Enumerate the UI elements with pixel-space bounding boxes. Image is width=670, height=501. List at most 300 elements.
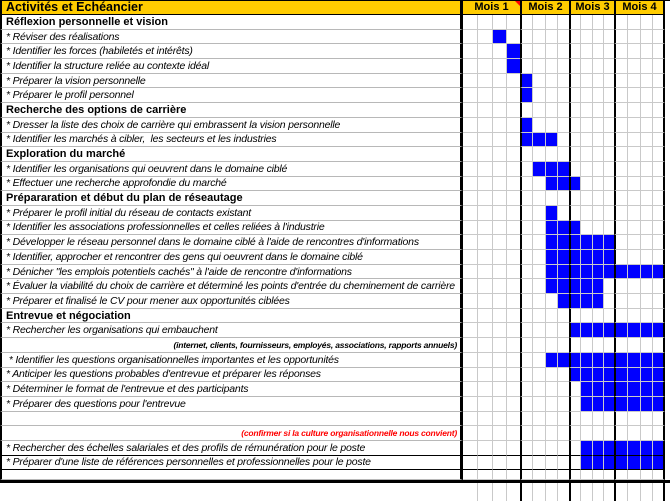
week-cell[interactable] xyxy=(532,147,544,162)
week-cell[interactable] xyxy=(492,382,506,397)
week-cell[interactable] xyxy=(506,426,520,441)
gantt-bar-cell[interactable] xyxy=(652,456,665,471)
week-cell[interactable] xyxy=(614,133,627,148)
week-cell[interactable] xyxy=(532,456,544,471)
week-cell[interactable] xyxy=(532,353,544,368)
gantt-bar-cell[interactable] xyxy=(603,323,614,338)
week-cell[interactable] xyxy=(520,191,532,206)
week-cell[interactable] xyxy=(592,412,603,427)
week-cell[interactable] xyxy=(652,191,665,206)
week-cell[interactable] xyxy=(463,133,477,148)
week-cell[interactable] xyxy=(477,118,491,133)
week-cell[interactable] xyxy=(477,279,491,294)
week-cell[interactable] xyxy=(580,221,591,236)
week-cell[interactable] xyxy=(614,59,627,74)
week-cell[interactable] xyxy=(532,235,544,250)
month-header-3[interactable] xyxy=(569,1,614,15)
week-cell[interactable] xyxy=(492,456,506,471)
week-cell[interactable] xyxy=(545,15,557,30)
week-cell[interactable] xyxy=(477,221,491,236)
week-cell[interactable] xyxy=(506,279,520,294)
row-label[interactable]: * Développer le réseau personnel dans le domaine ciblé à l'aide de rencontres d'informations xyxy=(0,235,463,250)
week-cell[interactable] xyxy=(614,88,627,103)
week-cell[interactable] xyxy=(492,44,506,59)
week-cell[interactable] xyxy=(603,88,614,103)
week-cell[interactable] xyxy=(463,483,477,501)
row-label[interactable]: Entrevue et négociation xyxy=(0,309,463,324)
week-cell[interactable] xyxy=(614,338,627,353)
gantt-bar-cell[interactable] xyxy=(614,441,627,456)
week-cell[interactable] xyxy=(532,412,544,427)
week-cell[interactable] xyxy=(580,74,591,89)
week-cell[interactable] xyxy=(652,338,665,353)
week-cell[interactable] xyxy=(492,221,506,236)
week-cell[interactable] xyxy=(569,456,580,471)
week-cell[interactable] xyxy=(545,44,557,59)
week-cell[interactable] xyxy=(627,44,640,59)
week-cell[interactable] xyxy=(532,294,544,309)
week-cell[interactable] xyxy=(520,147,532,162)
row-label[interactable]: * Réviser des réalisations xyxy=(0,30,463,45)
week-cell[interactable] xyxy=(652,309,665,324)
week-cell[interactable] xyxy=(532,44,544,59)
week-cell[interactable] xyxy=(463,309,477,324)
week-cell[interactable] xyxy=(545,412,557,427)
gantt-bar-cell[interactable] xyxy=(652,397,665,412)
week-cell[interactable] xyxy=(603,221,614,236)
week-cell[interactable] xyxy=(603,15,614,30)
week-cell[interactable] xyxy=(492,279,506,294)
week-cell[interactable] xyxy=(477,338,491,353)
week-cell[interactable] xyxy=(627,103,640,118)
gantt-bar-cell[interactable] xyxy=(580,279,591,294)
gantt-bar-cell[interactable] xyxy=(592,265,603,280)
week-cell[interactable] xyxy=(532,323,544,338)
week-cell[interactable] xyxy=(463,118,477,133)
row-label[interactable]: * Identifier la structure reliée au contexte idéal xyxy=(0,59,463,74)
row-label[interactable]: * Identifier, approcher et rencontrer des gens qui oeuvrent dans le domaine ciblé xyxy=(0,250,463,265)
gantt-bar-cell[interactable] xyxy=(640,353,653,368)
week-cell[interactable] xyxy=(569,309,580,324)
gantt-bar-cell[interactable] xyxy=(603,441,614,456)
week-cell[interactable] xyxy=(580,426,591,441)
week-cell[interactable] xyxy=(532,30,544,45)
week-cell[interactable] xyxy=(580,309,591,324)
week-cell[interactable] xyxy=(640,103,653,118)
week-cell[interactable] xyxy=(520,59,532,74)
week-cell[interactable] xyxy=(463,15,477,30)
week-cell[interactable] xyxy=(557,323,569,338)
week-cell[interactable] xyxy=(532,221,544,236)
week-cell[interactable] xyxy=(603,103,614,118)
week-cell[interactable] xyxy=(532,15,544,30)
gantt-bar-cell[interactable] xyxy=(569,177,580,192)
week-cell[interactable] xyxy=(627,206,640,221)
week-cell[interactable] xyxy=(477,235,491,250)
gantt-bar-cell[interactable] xyxy=(614,265,627,280)
week-cell[interactable] xyxy=(614,279,627,294)
week-cell[interactable] xyxy=(520,338,532,353)
week-cell[interactable] xyxy=(463,221,477,236)
gantt-bar-cell[interactable] xyxy=(627,382,640,397)
week-cell[interactable] xyxy=(640,470,653,479)
week-cell[interactable] xyxy=(640,191,653,206)
week-cell[interactable] xyxy=(545,368,557,383)
week-cell[interactable] xyxy=(640,412,653,427)
gantt-bar-cell[interactable] xyxy=(545,177,557,192)
week-cell[interactable] xyxy=(580,30,591,45)
week-cell[interactable] xyxy=(545,338,557,353)
week-cell[interactable] xyxy=(627,412,640,427)
week-cell[interactable] xyxy=(603,74,614,89)
week-cell[interactable] xyxy=(532,309,544,324)
gantt-bar-cell[interactable] xyxy=(614,323,627,338)
gantt-bar-cell[interactable] xyxy=(603,265,614,280)
week-cell[interactable] xyxy=(463,426,477,441)
week-cell[interactable] xyxy=(545,470,557,479)
week-cell[interactable] xyxy=(545,323,557,338)
week-cell[interactable] xyxy=(532,470,544,479)
week-cell[interactable] xyxy=(580,470,591,479)
week-cell[interactable] xyxy=(545,147,557,162)
week-cell[interactable] xyxy=(603,412,614,427)
gantt-bar-cell[interactable] xyxy=(580,323,591,338)
gantt-bar-cell[interactable] xyxy=(545,279,557,294)
week-cell[interactable] xyxy=(506,323,520,338)
week-cell[interactable] xyxy=(557,74,569,89)
week-cell[interactable] xyxy=(592,470,603,479)
week-cell[interactable] xyxy=(463,88,477,103)
week-cell[interactable] xyxy=(592,177,603,192)
week-cell[interactable] xyxy=(592,191,603,206)
week-cell[interactable] xyxy=(477,59,491,74)
week-cell[interactable] xyxy=(520,397,532,412)
row-label[interactable]: * Préparer le profil initial du réseau de contacts existant xyxy=(0,206,463,221)
week-cell[interactable] xyxy=(520,470,532,479)
week-cell[interactable] xyxy=(557,338,569,353)
gantt-bar-cell[interactable] xyxy=(592,382,603,397)
week-cell[interactable] xyxy=(532,382,544,397)
row-label[interactable]: * Identifier les questions organisationnelles importantes et les opportunités xyxy=(0,353,463,368)
week-cell[interactable] xyxy=(557,456,569,471)
week-cell[interactable] xyxy=(614,44,627,59)
gantt-bar-cell[interactable] xyxy=(627,397,640,412)
gantt-bar-cell[interactable] xyxy=(532,162,544,177)
week-cell[interactable] xyxy=(463,147,477,162)
row-label[interactable]: * Identifier les organisations qui oeuvrent dans le domaine ciblé xyxy=(0,162,463,177)
week-cell[interactable] xyxy=(520,103,532,118)
week-cell[interactable] xyxy=(569,382,580,397)
gantt-bar-cell[interactable] xyxy=(545,133,557,148)
week-cell[interactable] xyxy=(652,250,665,265)
week-cell[interactable] xyxy=(557,483,569,501)
gantt-bar-cell[interactable] xyxy=(506,44,520,59)
week-cell[interactable] xyxy=(545,456,557,471)
week-cell[interactable] xyxy=(569,147,580,162)
gantt-bar-cell[interactable] xyxy=(627,265,640,280)
week-cell[interactable] xyxy=(603,294,614,309)
gantt-bar-cell[interactable] xyxy=(627,441,640,456)
week-cell[interactable] xyxy=(614,74,627,89)
week-cell[interactable] xyxy=(532,338,544,353)
week-cell[interactable] xyxy=(463,162,477,177)
week-cell[interactable] xyxy=(492,103,506,118)
week-cell[interactable] xyxy=(477,397,491,412)
week-cell[interactable] xyxy=(520,30,532,45)
week-cell[interactable] xyxy=(557,309,569,324)
week-cell[interactable] xyxy=(627,470,640,479)
gantt-bar-cell[interactable] xyxy=(532,133,544,148)
week-cell[interactable] xyxy=(492,74,506,89)
week-cell[interactable] xyxy=(506,294,520,309)
week-cell[interactable] xyxy=(532,279,544,294)
week-cell[interactable] xyxy=(640,338,653,353)
week-cell[interactable] xyxy=(580,177,591,192)
week-cell[interactable] xyxy=(463,382,477,397)
week-cell[interactable] xyxy=(492,309,506,324)
gantt-bar-cell[interactable] xyxy=(569,221,580,236)
week-cell[interactable] xyxy=(557,441,569,456)
gantt-bar-cell[interactable] xyxy=(640,397,653,412)
week-cell[interactable] xyxy=(506,206,520,221)
week-cell[interactable] xyxy=(492,441,506,456)
week-cell[interactable] xyxy=(592,59,603,74)
week-cell[interactable] xyxy=(627,88,640,103)
week-cell[interactable] xyxy=(652,133,665,148)
row-label[interactable]: * Préparer la vision personnelle xyxy=(0,74,463,89)
week-cell[interactable] xyxy=(463,44,477,59)
week-cell[interactable] xyxy=(580,338,591,353)
week-cell[interactable] xyxy=(569,426,580,441)
row-label[interactable]: Recherche des options de carrière xyxy=(0,103,463,118)
week-cell[interactable] xyxy=(545,294,557,309)
gantt-bar-cell[interactable] xyxy=(640,382,653,397)
week-cell[interactable] xyxy=(614,483,627,501)
week-cell[interactable] xyxy=(569,118,580,133)
gantt-bar-cell[interactable] xyxy=(580,456,591,471)
week-cell[interactable] xyxy=(614,15,627,30)
week-cell[interactable] xyxy=(603,483,614,501)
row-label[interactable]: * Rechercher les organisations qui embauchent xyxy=(0,323,463,338)
row-label[interactable]: * Dénicher "les emplois potentiels cachés" à l'aide de rencontre d'informations xyxy=(0,265,463,280)
week-cell[interactable] xyxy=(627,235,640,250)
week-cell[interactable] xyxy=(463,103,477,118)
week-cell[interactable] xyxy=(652,44,665,59)
week-cell[interactable] xyxy=(532,118,544,133)
week-cell[interactable] xyxy=(477,368,491,383)
week-cell[interactable] xyxy=(492,15,506,30)
gantt-bar-cell[interactable] xyxy=(603,368,614,383)
week-cell[interactable] xyxy=(627,426,640,441)
row-label[interactable]: * Identifier les associations professionnelles et celles reliées à l'industrie xyxy=(0,221,463,236)
row-label[interactable]: * Préparer et finalisé le CV pour mener aux opportunités ciblées xyxy=(0,294,463,309)
week-cell[interactable] xyxy=(557,88,569,103)
week-cell[interactable] xyxy=(614,470,627,479)
gantt-bar-cell[interactable] xyxy=(592,456,603,471)
week-cell[interactable] xyxy=(477,133,491,148)
week-cell[interactable] xyxy=(557,133,569,148)
week-cell[interactable] xyxy=(557,147,569,162)
week-cell[interactable] xyxy=(640,177,653,192)
week-cell[interactable] xyxy=(477,309,491,324)
week-cell[interactable] xyxy=(640,44,653,59)
gantt-bar-cell[interactable] xyxy=(592,397,603,412)
row-label[interactable]: * Préparer d'une liste de références personnelles et professionnelles pour le poste xyxy=(0,456,463,471)
week-cell[interactable] xyxy=(557,30,569,45)
gantt-bar-cell[interactable] xyxy=(652,382,665,397)
week-cell[interactable] xyxy=(520,162,532,177)
week-cell[interactable] xyxy=(463,353,477,368)
week-cell[interactable] xyxy=(592,221,603,236)
row-label[interactable] xyxy=(0,483,463,501)
week-cell[interactable] xyxy=(569,133,580,148)
row-label[interactable]: (confirmer si la culture organisationnelle nous convient) xyxy=(0,426,463,441)
row-label[interactable]: Exploration du marché xyxy=(0,147,463,162)
week-cell[interactable] xyxy=(532,59,544,74)
gantt-bar-cell[interactable] xyxy=(557,221,569,236)
week-cell[interactable] xyxy=(545,88,557,103)
gantt-bar-cell[interactable] xyxy=(603,397,614,412)
week-cell[interactable] xyxy=(592,15,603,30)
row-label[interactable]: * Identifier les marchés à cibler, les secteurs et les industries xyxy=(0,133,463,148)
week-cell[interactable] xyxy=(532,368,544,383)
week-cell[interactable] xyxy=(477,191,491,206)
week-cell[interactable] xyxy=(603,44,614,59)
week-cell[interactable] xyxy=(557,426,569,441)
gantt-bar-cell[interactable] xyxy=(652,323,665,338)
week-cell[interactable] xyxy=(592,103,603,118)
week-cell[interactable] xyxy=(520,323,532,338)
row-label[interactable]: * Évaluer la viabilité du choix de carrière et déterminé les points d'entrée du cheminement de carrière xyxy=(0,279,463,294)
month-header-1[interactable] xyxy=(463,1,520,15)
gantt-bar-cell[interactable] xyxy=(569,294,580,309)
row-label[interactable]: * Rechercher des échelles salariales et des profils de rémunération pour le poste xyxy=(0,441,463,456)
week-cell[interactable] xyxy=(580,103,591,118)
week-cell[interactable] xyxy=(477,74,491,89)
week-cell[interactable] xyxy=(557,103,569,118)
row-label[interactable]: (internet, clients, fournisseurs, employés, associations, rapports annuels) xyxy=(0,338,463,353)
week-cell[interactable] xyxy=(506,88,520,103)
gantt-bar-cell[interactable] xyxy=(580,441,591,456)
week-cell[interactable] xyxy=(569,88,580,103)
week-cell[interactable] xyxy=(640,133,653,148)
week-cell[interactable] xyxy=(492,118,506,133)
week-cell[interactable] xyxy=(506,397,520,412)
week-cell[interactable] xyxy=(506,309,520,324)
week-cell[interactable] xyxy=(477,206,491,221)
week-cell[interactable] xyxy=(627,15,640,30)
week-cell[interactable] xyxy=(603,470,614,479)
week-cell[interactable] xyxy=(569,162,580,177)
week-cell[interactable] xyxy=(463,59,477,74)
week-cell[interactable] xyxy=(477,426,491,441)
gantt-bar-cell[interactable] xyxy=(545,206,557,221)
week-cell[interactable] xyxy=(477,103,491,118)
week-cell[interactable] xyxy=(627,483,640,501)
week-cell[interactable] xyxy=(463,470,477,479)
gantt-bar-cell[interactable] xyxy=(545,250,557,265)
week-cell[interactable] xyxy=(463,177,477,192)
week-cell[interactable] xyxy=(569,59,580,74)
week-cell[interactable] xyxy=(520,250,532,265)
week-cell[interactable] xyxy=(652,30,665,45)
week-cell[interactable] xyxy=(520,206,532,221)
week-cell[interactable] xyxy=(627,294,640,309)
gantt-bar-cell[interactable] xyxy=(580,353,591,368)
week-cell[interactable] xyxy=(640,162,653,177)
gantt-bar-cell[interactable] xyxy=(592,323,603,338)
week-cell[interactable] xyxy=(463,191,477,206)
week-cell[interactable] xyxy=(520,235,532,250)
gantt-bar-cell[interactable] xyxy=(520,88,532,103)
week-cell[interactable] xyxy=(492,353,506,368)
gantt-bar-cell[interactable] xyxy=(569,323,580,338)
week-cell[interactable] xyxy=(520,353,532,368)
week-cell[interactable] xyxy=(614,103,627,118)
week-cell[interactable] xyxy=(614,118,627,133)
week-cell[interactable] xyxy=(627,309,640,324)
week-cell[interactable] xyxy=(569,103,580,118)
week-cell[interactable] xyxy=(506,162,520,177)
week-cell[interactable] xyxy=(569,483,580,501)
gantt-bar-cell[interactable] xyxy=(557,353,569,368)
week-cell[interactable] xyxy=(640,15,653,30)
gantt-bar-cell[interactable] xyxy=(627,323,640,338)
week-cell[interactable] xyxy=(545,74,557,89)
week-cell[interactable] xyxy=(520,309,532,324)
gantt-bar-cell[interactable] xyxy=(592,235,603,250)
week-cell[interactable] xyxy=(627,147,640,162)
week-cell[interactable] xyxy=(580,412,591,427)
gantt-bar-cell[interactable] xyxy=(580,368,591,383)
week-cell[interactable] xyxy=(477,15,491,30)
week-cell[interactable] xyxy=(520,483,532,501)
week-cell[interactable] xyxy=(569,30,580,45)
week-cell[interactable] xyxy=(627,162,640,177)
week-cell[interactable] xyxy=(532,88,544,103)
week-cell[interactable] xyxy=(520,412,532,427)
week-cell[interactable] xyxy=(506,338,520,353)
week-cell[interactable] xyxy=(520,279,532,294)
gantt-bar-cell[interactable] xyxy=(580,250,591,265)
week-cell[interactable] xyxy=(640,118,653,133)
week-cell[interactable] xyxy=(520,44,532,59)
week-cell[interactable] xyxy=(492,133,506,148)
week-cell[interactable] xyxy=(614,309,627,324)
week-cell[interactable] xyxy=(557,15,569,30)
gantt-bar-cell[interactable] xyxy=(557,294,569,309)
week-cell[interactable] xyxy=(463,250,477,265)
week-cell[interactable] xyxy=(520,265,532,280)
week-cell[interactable] xyxy=(492,88,506,103)
week-cell[interactable] xyxy=(506,133,520,148)
week-cell[interactable] xyxy=(614,426,627,441)
week-cell[interactable] xyxy=(652,103,665,118)
week-cell[interactable] xyxy=(520,441,532,456)
week-cell[interactable] xyxy=(492,426,506,441)
gantt-bar-cell[interactable] xyxy=(520,133,532,148)
week-cell[interactable] xyxy=(614,206,627,221)
week-cell[interactable] xyxy=(592,309,603,324)
week-cell[interactable] xyxy=(614,250,627,265)
week-cell[interactable] xyxy=(640,59,653,74)
week-cell[interactable] xyxy=(652,279,665,294)
week-cell[interactable] xyxy=(652,15,665,30)
gantt-bar-cell[interactable] xyxy=(580,294,591,309)
week-cell[interactable] xyxy=(492,147,506,162)
week-cell[interactable] xyxy=(614,294,627,309)
week-cell[interactable] xyxy=(652,206,665,221)
